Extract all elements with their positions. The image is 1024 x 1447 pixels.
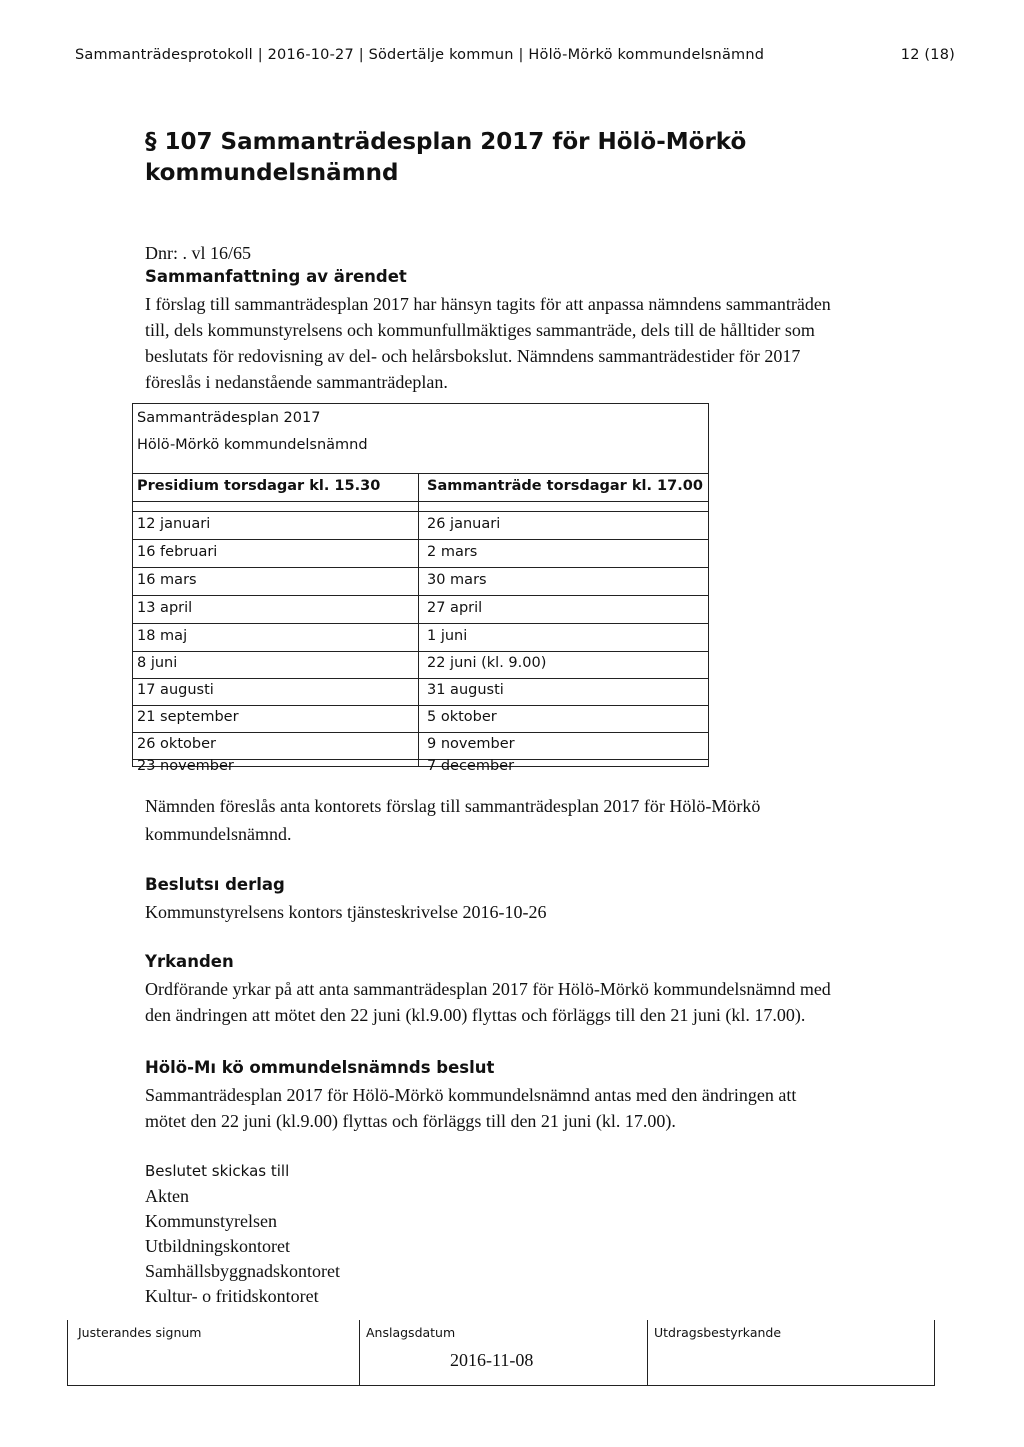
motion-line: den ändringen att mötet den 22 juni (kl.9.00) flyttas och förläggs till den 21 juni (kl. 17.00). [145,1005,806,1025]
plan-title: Sammanträdesplan 2017 [137,410,321,426]
header-text: Sammanträdesprotokoll | 2016-10-27 | Södertälje kommun | Hölö-Mörkö kommundelsnämnd [75,47,765,63]
case-number: Dnr: . vl 16/65 [145,243,251,263]
document-header [75,47,955,63]
plan-subtitle: Hölö-Mörkö kommundelsnämnd [137,437,368,453]
recipients-label: Beslutet skickas till [145,1162,290,1180]
meeting-date: 7 december [427,758,515,774]
presidium-date: 8 juni [137,655,178,671]
decision-line: Sammanträdesplan 2017 för Hölö-Mörkö kommundelsnämnd antas med den ändringen att [145,1085,797,1105]
meeting-date: 26 januari [427,516,501,532]
presidium-date: 18 maj [137,628,188,644]
motion-text [145,976,965,1028]
column-header-presidium: Presidium torsdagar kl. 15.30 [137,478,381,494]
presidium-date: 23 november [137,758,234,774]
presidium-date: 21 september [137,709,239,725]
meeting-date: 5 oktober [427,709,497,725]
presidium-date: 13 april [137,600,193,616]
section-title [145,127,905,189]
table-row [133,596,708,624]
posted-date: 2016-11-08 [450,1350,534,1370]
table-row [133,624,708,652]
presidium-date: 16 februari [137,544,218,560]
posted-label: Anslagsdatum [366,1325,456,1340]
table-row [133,651,708,679]
meeting-date: 2 mars [427,544,478,560]
basis-text: Kommunstyrelsens kontors tjänsteskrivelse 2016-10-26 [145,902,547,922]
basis-heading: Beslutsı derlag [145,875,285,894]
presidium-date: 26 oktober [137,736,216,752]
column-divider [418,473,419,766]
meeting-date: 22 juni (kl. 9.00) [427,655,547,671]
footer-posted-cell [359,1320,646,1385]
decision-text [145,1082,945,1134]
meeting-date: 27 april [427,600,483,616]
decision-heading: Hölö-Mı kö ommundelsnämnds beslut [145,1058,495,1077]
summary-line: I förslag till sammanträdesplan 2017 har hänsyn tagits för att anpassa nämndens sammanträden [145,294,831,314]
meeting-date: 30 mars [427,572,487,588]
title-line-2: kommundelsnämnd [145,160,399,186]
column-header-meeting: Sammanträde torsdagar kl. 17.00 [427,478,703,494]
motion-heading: Yrkanden [145,952,234,971]
decision-line: mötet den 22 juni (kl.9.00) flyttas och förläggs till den 21 juni (kl. 17.00). [145,1111,676,1131]
summary-heading: Sammanfattning av ärendet [145,267,407,286]
recipient-item: Utbildningskontoret [145,1236,290,1256]
title-line-1: § 107 Sammanträdesplan 2017 för Hölö-Mörkö [145,129,747,155]
table-spacer [133,501,708,512]
summary-line: föreslås i nedanstående sammanträdeplan. [145,372,448,392]
meeting-date: 31 augusti [427,682,504,698]
footer-certify-cell [647,1320,935,1385]
signature-footer [67,1320,935,1386]
summary-line: till, dels kommunstyrelsens och kommunfullmäktiges sammanträde, dels till de hålltider som [145,320,815,340]
footer-signum-cell [67,1320,358,1385]
summary-text [145,291,945,395]
recipients [145,1159,340,1309]
table-row [133,678,708,706]
motion-line: Ordförande yrkar på att anta sammanträdesplan 2017 för Hölö-Mörkö kommundelsnämnd med [145,979,831,999]
presidium-date: 12 januari [137,516,211,532]
proposal-text [145,793,945,847]
table-row [133,540,708,568]
presidium-date: 17 augusti [137,682,214,698]
signum-label: Justerandes signum [78,1325,202,1340]
summary-line: beslutats för redovisning av del- och helårsbokslut. Nämndens sammanträdestider för 2017 [145,346,801,366]
proposal-line: kommundelsnämnd. [145,824,292,844]
recipient-item: Samhällsbyggnadskontoret [145,1261,340,1281]
meeting-date: 1 juni [427,628,468,644]
page-number: 12 (18) [900,47,955,63]
table-row [133,512,708,540]
table-row [133,739,708,774]
meeting-plan-table [132,403,709,774]
recipient-item: Akten [145,1186,189,1206]
certify-label: Utdragsbestyrkande [654,1325,782,1340]
presidium-date: 16 mars [137,572,197,588]
table-header-row [133,473,708,502]
table-row [133,705,708,733]
recipient-item: Kultur- o fritidskontoret [145,1286,319,1306]
proposal-line: Nämnden föreslås anta kontorets förslag till sammanträdesplan 2017 för Hölö-Mörkö [145,796,761,816]
meeting-date: 9 november [427,736,515,752]
recipient-item: Kommunstyrelsen [145,1211,277,1231]
table-row [133,568,708,596]
